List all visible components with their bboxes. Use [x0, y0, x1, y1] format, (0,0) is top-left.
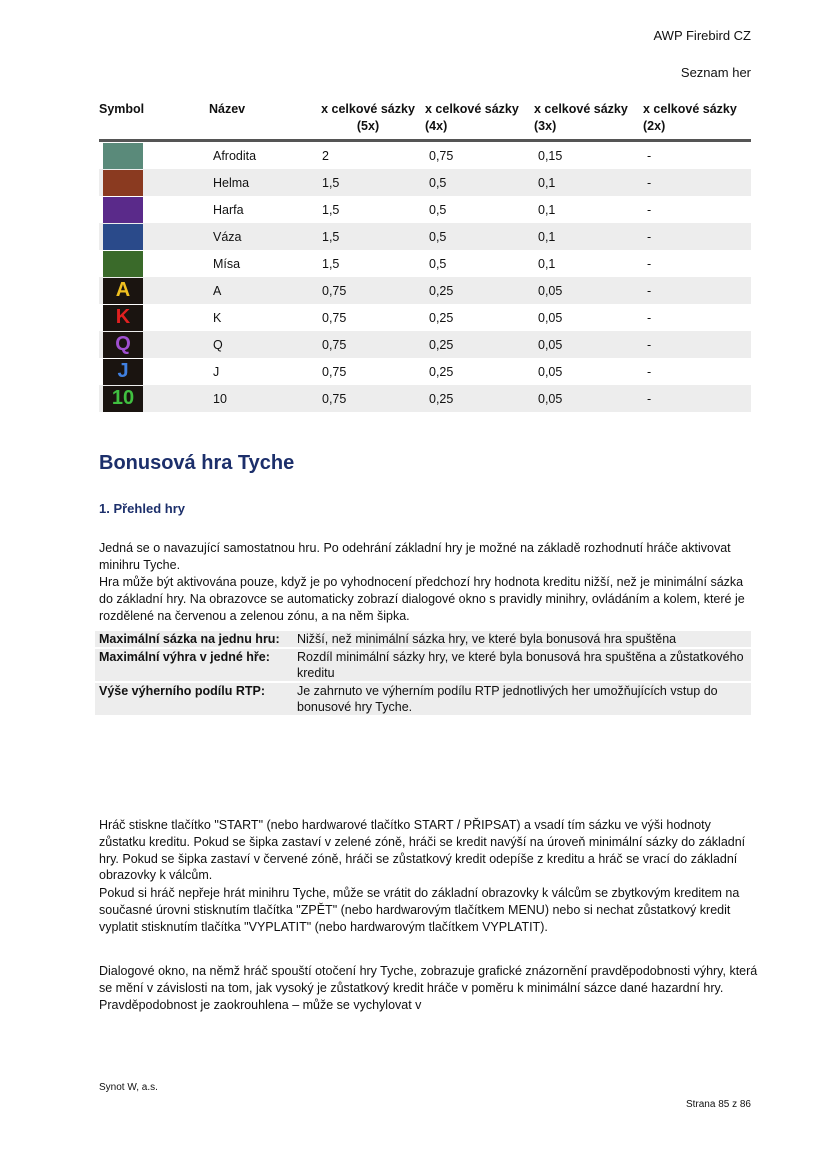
col-header-2x: x celkové sázky (2x) [643, 101, 751, 141]
paytable-row [99, 250, 751, 277]
payout-5x: 0,75 [322, 310, 347, 325]
section-title: Bonusová hra Tyche [99, 452, 295, 474]
symbol-cell [99, 250, 209, 277]
info-table [95, 629, 751, 717]
symbol-cell [99, 385, 209, 412]
section-subtitle: 1. Přehled hry [99, 501, 185, 516]
col-header-name: Název [209, 101, 311, 141]
payout-4x: 0,5 [429, 202, 447, 217]
payout-2x: - [643, 385, 751, 412]
j-symbol-icon: J [103, 359, 143, 385]
symbol-name: K [213, 310, 222, 325]
payout-2x: - [643, 277, 751, 304]
payout-3x: 0,15 [538, 148, 563, 163]
payout-5x: 0,75 [311, 385, 425, 412]
paytable-row [99, 358, 751, 385]
payout-4x: 0,25 [429, 364, 454, 379]
payout-2x: - [647, 310, 652, 325]
misa-symbol-icon [103, 251, 143, 277]
symbol-name: 10 [209, 385, 311, 412]
symbol-name: J [213, 364, 220, 379]
k-symbol-icon: K [103, 305, 143, 331]
payout-3x: 0,1 [538, 202, 556, 217]
payout-4x: 0,25 [425, 385, 534, 412]
info-value: Je zahrnuto ve výherním podílu RTP jednotlivých her umožňujících vstup do bonusové hry Tyche. [293, 683, 751, 715]
symbol-name: Helma [209, 169, 311, 196]
payout-2x: - [647, 256, 652, 271]
intro-paragraph: Jedná se o navazující samostatnou hru. Po odehrání základní hry je možné na základě rozhodnutí hráče aktivovat minihru Tyche. [99, 541, 731, 572]
payout-5x: 2 [322, 148, 329, 163]
paytable-row [99, 385, 751, 412]
symbol-cell [99, 141, 209, 170]
payout-3x: 0,1 [534, 169, 643, 196]
document-title: AWP Firebird CZ [653, 28, 751, 43]
payout-5x: 1,5 [322, 202, 340, 217]
payout-5x: 1,5 [311, 223, 425, 250]
payout-4x: 0,5 [425, 169, 534, 196]
payout-4x: 0,5 [429, 256, 447, 271]
payout-3x: 0,05 [534, 331, 643, 358]
symbol-name: Afrodita [213, 148, 257, 163]
info-row [95, 631, 751, 647]
payout-3x: 0,05 [534, 277, 643, 304]
payout-3x: 0,1 [538, 256, 556, 271]
vaza-symbol-icon [103, 224, 143, 250]
payout-5x: 1,5 [311, 169, 425, 196]
document-subtitle: Seznam her [680, 65, 751, 80]
payout-2x: - [647, 148, 652, 163]
body-paragraph: Hráč stiskne tlačítko "START" (nebo hardwarové tlačítko START / PŘIPSAT) a vsadí tím sázku ve výši hodnoty zůstatku kreditu. Pokud se šipka zastaví v zelené zóně, hráči se kredit navýší na úroveň minimální sázky do základní hry. Pokud se šipka zastaví v červené zóně, hráči se zůstatkový kredit odepíše z kreditu a hráč se vrací do základní obrazovky k válcům. [99, 818, 746, 883]
symbol-name: Váza [209, 223, 311, 250]
payout-2x: - [643, 223, 751, 250]
footer-page-number: Strana 85 z 86 [685, 1099, 751, 1110]
symbol-cell [99, 196, 209, 223]
paytable-row [99, 304, 751, 331]
col-header-symbol: Symbol [99, 101, 209, 141]
payout-2x: - [647, 364, 652, 379]
paytable [99, 101, 751, 412]
symbol-cell [99, 331, 209, 358]
col-header-4x: x celkové sázky (4x) [425, 101, 534, 141]
payout-3x: 0,05 [538, 310, 563, 325]
payout-5x: 0,75 [311, 277, 425, 304]
body-paragraph: Pokud si hráč nepřeje hrát minihru Tyche, může se vrátit do základní obrazovky k válcům se zbytkovým kreditem na současné úrovni stisknutím tlačítka "ZPĚT" (nebo hardwarovým tlačítkem MENU) nebo si nechat zůstatkový kredit vyplatit stisknutím tlačítka "VYPLATIT" (nebo hardwarovým tlačítkem VYPLATIT). [99, 886, 740, 934]
helma-symbol-icon [103, 170, 143, 196]
info-label: Maximální sázka na jednu hru: [95, 631, 293, 647]
paytable-row [99, 196, 751, 223]
afrodita-symbol-icon [103, 143, 143, 169]
symbol-name: Q [209, 331, 311, 358]
payout-2x: - [643, 331, 751, 358]
payout-3x: 0,1 [534, 223, 643, 250]
harfa-symbol-icon [103, 197, 143, 223]
info-value: Rozdíl minimální sázky hry, ve které byla bonusová hra spuštěna a zůstatkového kreditu [293, 649, 751, 681]
body-paragraph: Dialogové okno, na němž hráč spouští otočení hry Tyche, zobrazuje grafické znázornění pravděpodobnosti výhry, která se mění v závislosti na tom, jak vysoký je zůstatkový kredit hráče v poměru k minimální sázce dané hazardní hry. Pravděpodobnost je zaokrouhlena – může se vychylovat v [99, 964, 758, 1012]
payout-5x: 0,75 [322, 364, 347, 379]
payout-2x: - [643, 169, 751, 196]
col-header-5x: x celkové sázky (5x) [311, 101, 425, 141]
info-label: Maximální výhra v jedné hře: [95, 649, 293, 681]
paytable-row [99, 169, 751, 196]
intro-paragraph: Hra může být aktivována pouze, když je po vyhodnocení předchozí hry hodnota kreditu nižší, než je minimální sázka do základní hry. Na obrazovce se automaticky zobrazí dialogové okno s pravidly minihry, ovládáním a kolem, které je rozdělené na červenou a zelenou zónu, a na něm šipka. [99, 575, 745, 623]
col-header-3x: x celkové sázky (3x) [534, 101, 643, 141]
payout-2x: - [647, 202, 652, 217]
paytable-row [99, 223, 751, 250]
q-symbol-icon: Q [103, 332, 143, 358]
ten-symbol-icon: 10 [103, 386, 143, 412]
payout-5x: 0,75 [311, 331, 425, 358]
paytable-row [99, 141, 751, 170]
payout-4x: 0,75 [429, 148, 454, 163]
symbol-cell [99, 304, 209, 331]
symbol-name: Harfa [213, 202, 244, 217]
payout-4x: 0,25 [425, 331, 534, 358]
symbol-cell [99, 358, 209, 385]
payout-5x: 1,5 [322, 256, 340, 271]
payout-3x: 0,05 [534, 385, 643, 412]
info-row [95, 649, 751, 681]
payout-4x: 0,5 [425, 223, 534, 250]
info-label: Výše výherního podílu RTP: [95, 683, 293, 715]
symbol-cell [99, 277, 209, 304]
symbol-cell [99, 223, 209, 250]
paytable-row [99, 277, 751, 304]
payout-4x: 0,25 [429, 310, 454, 325]
a-symbol-icon: A [103, 278, 143, 304]
info-value: Nižší, než minimální sázka hry, ve které byla bonusová hra spuštěna [293, 631, 751, 647]
symbol-name: A [209, 277, 311, 304]
paytable-row [99, 331, 751, 358]
payout-3x: 0,05 [538, 364, 563, 379]
symbol-cell [99, 169, 209, 196]
symbol-name: Mísa [213, 256, 241, 271]
info-row [95, 683, 751, 715]
footer-company: Synot W, a.s. [99, 1082, 158, 1093]
payout-4x: 0,25 [425, 277, 534, 304]
